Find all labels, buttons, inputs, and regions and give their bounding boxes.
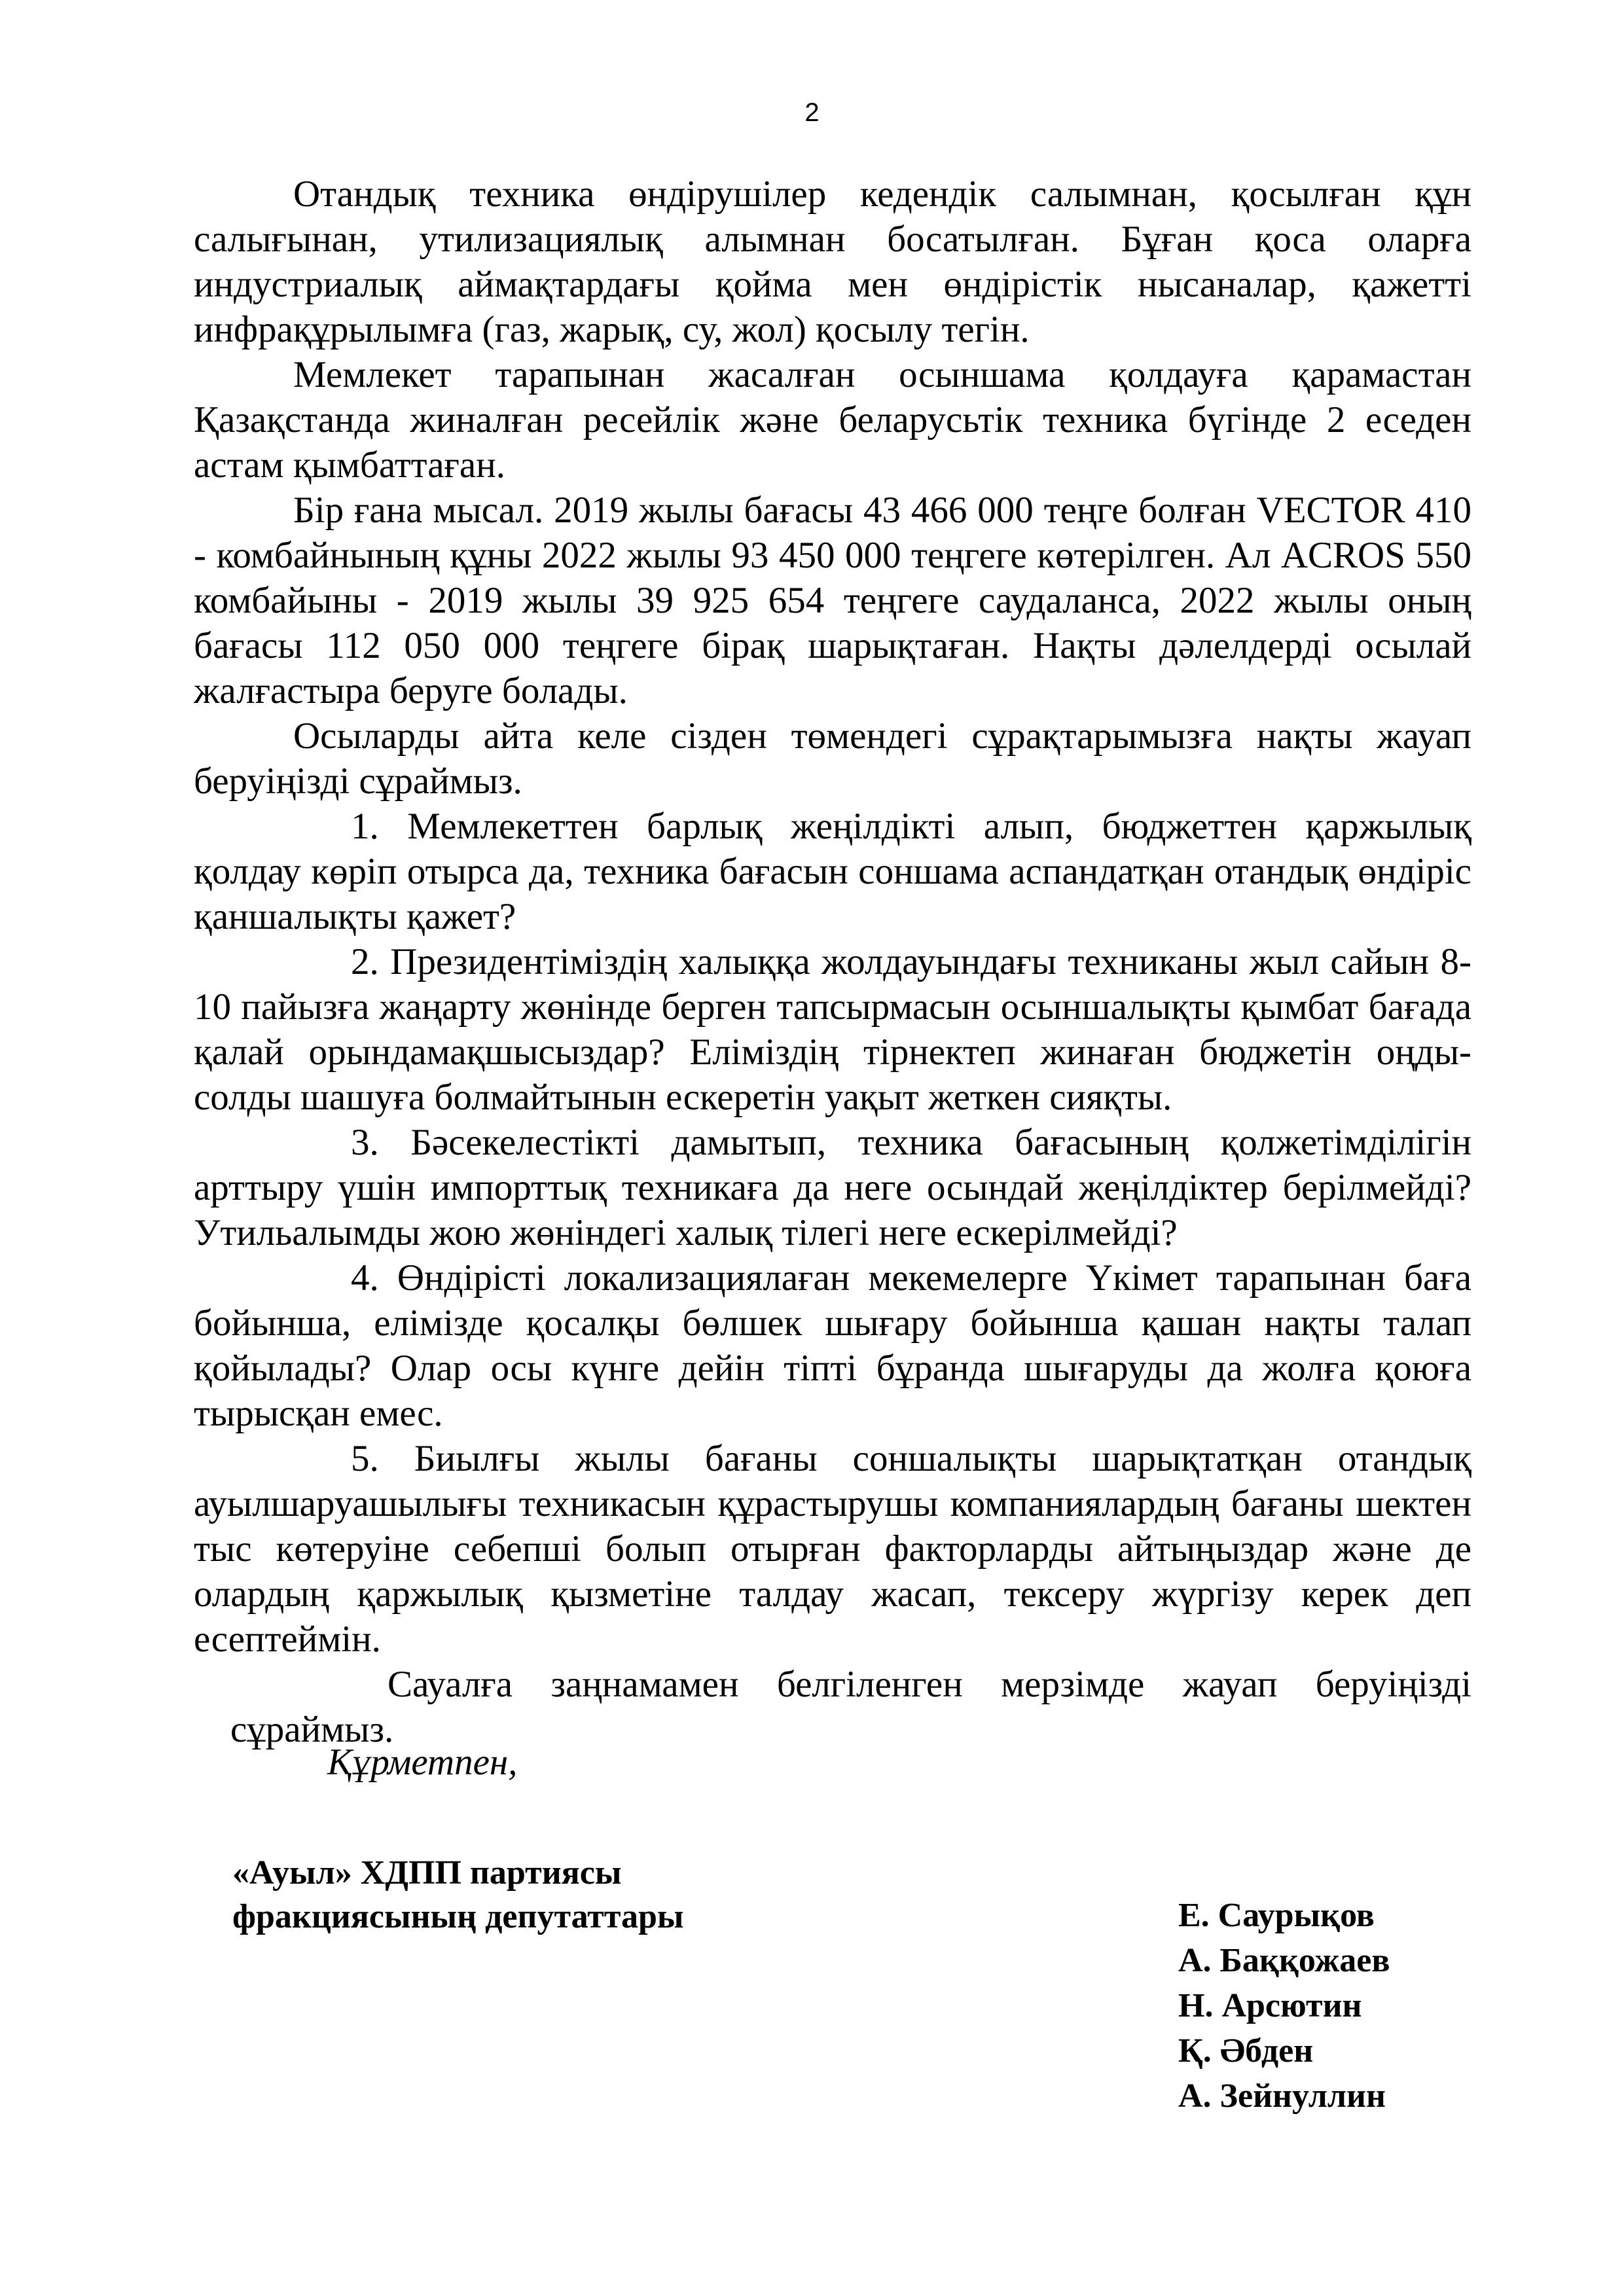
closing-salutation: Құрметпен, bbox=[327, 1742, 518, 1783]
paragraph-exemptions: Отандық техника өндірушілер кедендік салымнан, қосылған құн салығынан, утилизациялық алымнан босатылған. Бұған қоса оларға индустриалық аймақтардағы қойма мен өндірістік нысаналар, қажетті инфрақұрылымға (газ, жарық, су, жол) қосылу тегін. bbox=[194, 173, 1471, 350]
letter-body bbox=[194, 171, 1471, 1752]
faction-name: «Ауыл» ХДПП партиясы bbox=[232, 1854, 622, 1892]
signatory: Е. Саурықов bbox=[1178, 1897, 1375, 1934]
question-1: 1. Мемлекеттен барлық жеңілдікті алып, бюджеттен қаржылық қолдау көріп отырса да, техника бағасын соншама аспандатқан отандық өндіріс қаншалықты қажет? bbox=[194, 806, 1471, 937]
signatory: А. Зейнуллин bbox=[1178, 2077, 1386, 2115]
deadline-request: Сауалға заңнамамен белгіленген мерзімде жауап беруіңізді сұраймыз. bbox=[230, 1664, 1471, 1750]
question-2: 2. Президентіміздің халыққа жолдауындағы техниканы жыл сайын 8-10 пайызға жаңарту жөнінде берген тапсырмасын осыншалықты қымбат бағада қалай орындамақшысыздар? Еліміздің тірнектеп жинаған бюджетін оңды-солды шашуға болмайтынын ескеретін уақыт жеткен сияқты. bbox=[194, 941, 1471, 1118]
question-3: 3. Бәсекелестікті дамытып, техника бағасының қолжетімділігін арттыру үшін импорттық техникаға да неге осындай жеңілдіктер берілмейді? Утильалымды жою жөніндегі халық тілегі неге ескерілмейді? bbox=[194, 1122, 1471, 1253]
faction-block bbox=[232, 1851, 684, 1939]
question-4: 4. Өндірісті локализациялаған мекемелерге Үкімет тарапынан баға бойынша, елімізде қосалқы бөлшек шығару бойынша қашан нақты талап қойылады? Олар осы күнге дейін тіпті бұранда шығаруды да жолға қоюға тырысқан емес. bbox=[194, 1257, 1471, 1434]
signatory: А. Баққожаев bbox=[1178, 1942, 1390, 1979]
signatory: Н. Арсютин bbox=[1178, 1987, 1362, 2024]
paragraph-price-increase: Мемлекет тарапынан жасалған осыншама қолдауға қарамастан Қазақстанда жиналған ресейлік және беларусьтік техника бүгінде 2 еседен астам қымбаттаған. bbox=[194, 354, 1471, 486]
faction-deputies: фракциясының депутаттары bbox=[232, 1898, 684, 1935]
signatory: Қ. Әбден bbox=[1178, 2032, 1314, 2070]
question-5: 5. Биылғы жылы бағаны соншалықты шарықтатқан отандық ауылшаруашылығы техникасын құрастырушы компаниялардың бағаны шектен тыс көтеруіне себепші болып отырған факторларды айтыңыздар және де олардың қаржылық қызметіне талдау жасап, тексеру жүргізу керек деп есептеймін. bbox=[194, 1438, 1471, 1660]
paragraph-example: Бір ғана мысал. 2019 жылы бағасы 43 466 000 теңге болған VECTOR 410 - комбайнының құны 2022 жылы 93 450 000 теңгеге көтерілген. Ал ACROS 550 комбайыны - 2019 жылы 39 925 654 теңгеге саудаланса, 2022 жылы оның бағасы 112 050 000 теңгеге бірақ шарықтаған. Нақты дәлелдерді осылай жалғастыра беруге болады. bbox=[194, 490, 1471, 711]
signatories-list bbox=[1178, 1893, 1390, 2119]
page-number: 2 bbox=[804, 98, 820, 127]
paragraph-request: Осыларды айта келе сізден төмендегі сұрақтарымызға нақты жауап беруіңізді сұраймыз. bbox=[194, 715, 1471, 802]
